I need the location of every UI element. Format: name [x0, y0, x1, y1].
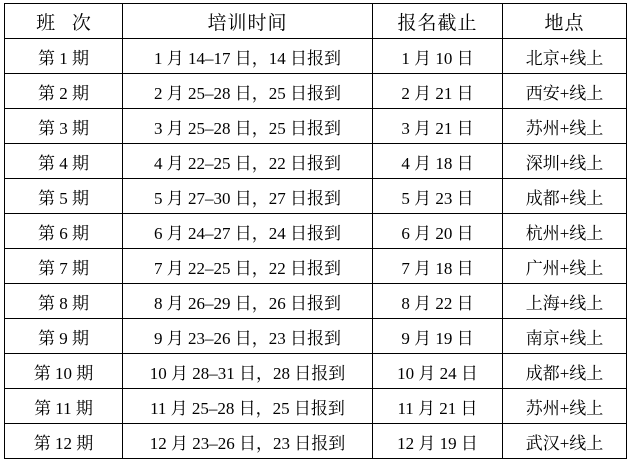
- cell-registration-deadline: 5 月 23 日: [373, 179, 503, 214]
- cell-training-time: 10 月 28–31 日，28 日报到: [123, 354, 373, 389]
- cell-term: 第 1 期: [5, 39, 123, 74]
- cell-training-time: 1 月 14–17 日，14 日报到: [123, 39, 373, 74]
- cell-registration-deadline: 10 月 24 日: [373, 354, 503, 389]
- table-header: [5, 4, 627, 39]
- table-body: [5, 39, 627, 459]
- cell-term: 第 5 期: [5, 179, 123, 214]
- cell-registration-deadline: 1 月 10 日: [373, 39, 503, 74]
- cell-location: 北京+线上: [503, 39, 627, 74]
- training-schedule-table: [4, 3, 627, 459]
- cell-training-time: 7 月 22–25 日，22 日报到: [123, 249, 373, 284]
- cell-registration-deadline: 2 月 21 日: [373, 74, 503, 109]
- table-row: [5, 179, 627, 214]
- table-row: [5, 109, 627, 144]
- table-row: [5, 74, 627, 109]
- cell-registration-deadline: 9 月 19 日: [373, 319, 503, 354]
- cell-location: 西安+线上: [503, 74, 627, 109]
- cell-term: 第 10 期: [5, 354, 123, 389]
- column-header-term: 班 次: [5, 4, 123, 39]
- column-header-training-time: 培训时间: [123, 4, 373, 39]
- cell-location: 武汉+线上: [503, 424, 627, 459]
- cell-registration-deadline: 6 月 20 日: [373, 214, 503, 249]
- cell-training-time: 8 月 26–29 日，26 日报到: [123, 284, 373, 319]
- column-header-registration-deadline: 报名截止: [373, 4, 503, 39]
- cell-term: 第 4 期: [5, 144, 123, 179]
- cell-registration-deadline: 7 月 18 日: [373, 249, 503, 284]
- cell-training-time: 2 月 25–28 日，25 日报到: [123, 74, 373, 109]
- cell-training-time: 11 月 25–28 日，25 日报到: [123, 389, 373, 424]
- cell-training-time: 9 月 23–26 日，23 日报到: [123, 319, 373, 354]
- cell-training-time: 5 月 27–30 日，27 日报到: [123, 179, 373, 214]
- table-header-row: [5, 4, 627, 39]
- cell-term: 第 3 期: [5, 109, 123, 144]
- cell-registration-deadline: 12 月 19 日: [373, 424, 503, 459]
- table-row: [5, 354, 627, 389]
- cell-location: 南京+线上: [503, 319, 627, 354]
- cell-training-time: 4 月 22–25 日，22 日报到: [123, 144, 373, 179]
- cell-location: 苏州+线上: [503, 109, 627, 144]
- cell-location: 成都+线上: [503, 179, 627, 214]
- cell-term: 第 6 期: [5, 214, 123, 249]
- table-row: [5, 39, 627, 74]
- cell-term: 第 7 期: [5, 249, 123, 284]
- table-row: [5, 249, 627, 284]
- table-row: [5, 144, 627, 179]
- cell-term: 第 9 期: [5, 319, 123, 354]
- column-header-location: 地点: [503, 4, 627, 39]
- cell-location: 广州+线上: [503, 249, 627, 284]
- cell-registration-deadline: 11 月 21 日: [373, 389, 503, 424]
- table-row: [5, 389, 627, 424]
- cell-registration-deadline: 3 月 21 日: [373, 109, 503, 144]
- cell-location: 苏州+线上: [503, 389, 627, 424]
- table-row: [5, 284, 627, 319]
- cell-location: 上海+线上: [503, 284, 627, 319]
- table-row: [5, 424, 627, 459]
- cell-training-time: 12 月 23–26 日，23 日报到: [123, 424, 373, 459]
- table-row: [5, 319, 627, 354]
- cell-term: 第 12 期: [5, 424, 123, 459]
- cell-location: 成都+线上: [503, 354, 627, 389]
- cell-location: 杭州+线上: [503, 214, 627, 249]
- cell-term: 第 8 期: [5, 284, 123, 319]
- cell-term: 第 11 期: [5, 389, 123, 424]
- cell-registration-deadline: 8 月 22 日: [373, 284, 503, 319]
- table-row: [5, 214, 627, 249]
- cell-training-time: 3 月 25–28 日，25 日报到: [123, 109, 373, 144]
- cell-term: 第 2 期: [5, 74, 123, 109]
- cell-training-time: 6 月 24–27 日，24 日报到: [123, 214, 373, 249]
- cell-location: 深圳+线上: [503, 144, 627, 179]
- cell-registration-deadline: 4 月 18 日: [373, 144, 503, 179]
